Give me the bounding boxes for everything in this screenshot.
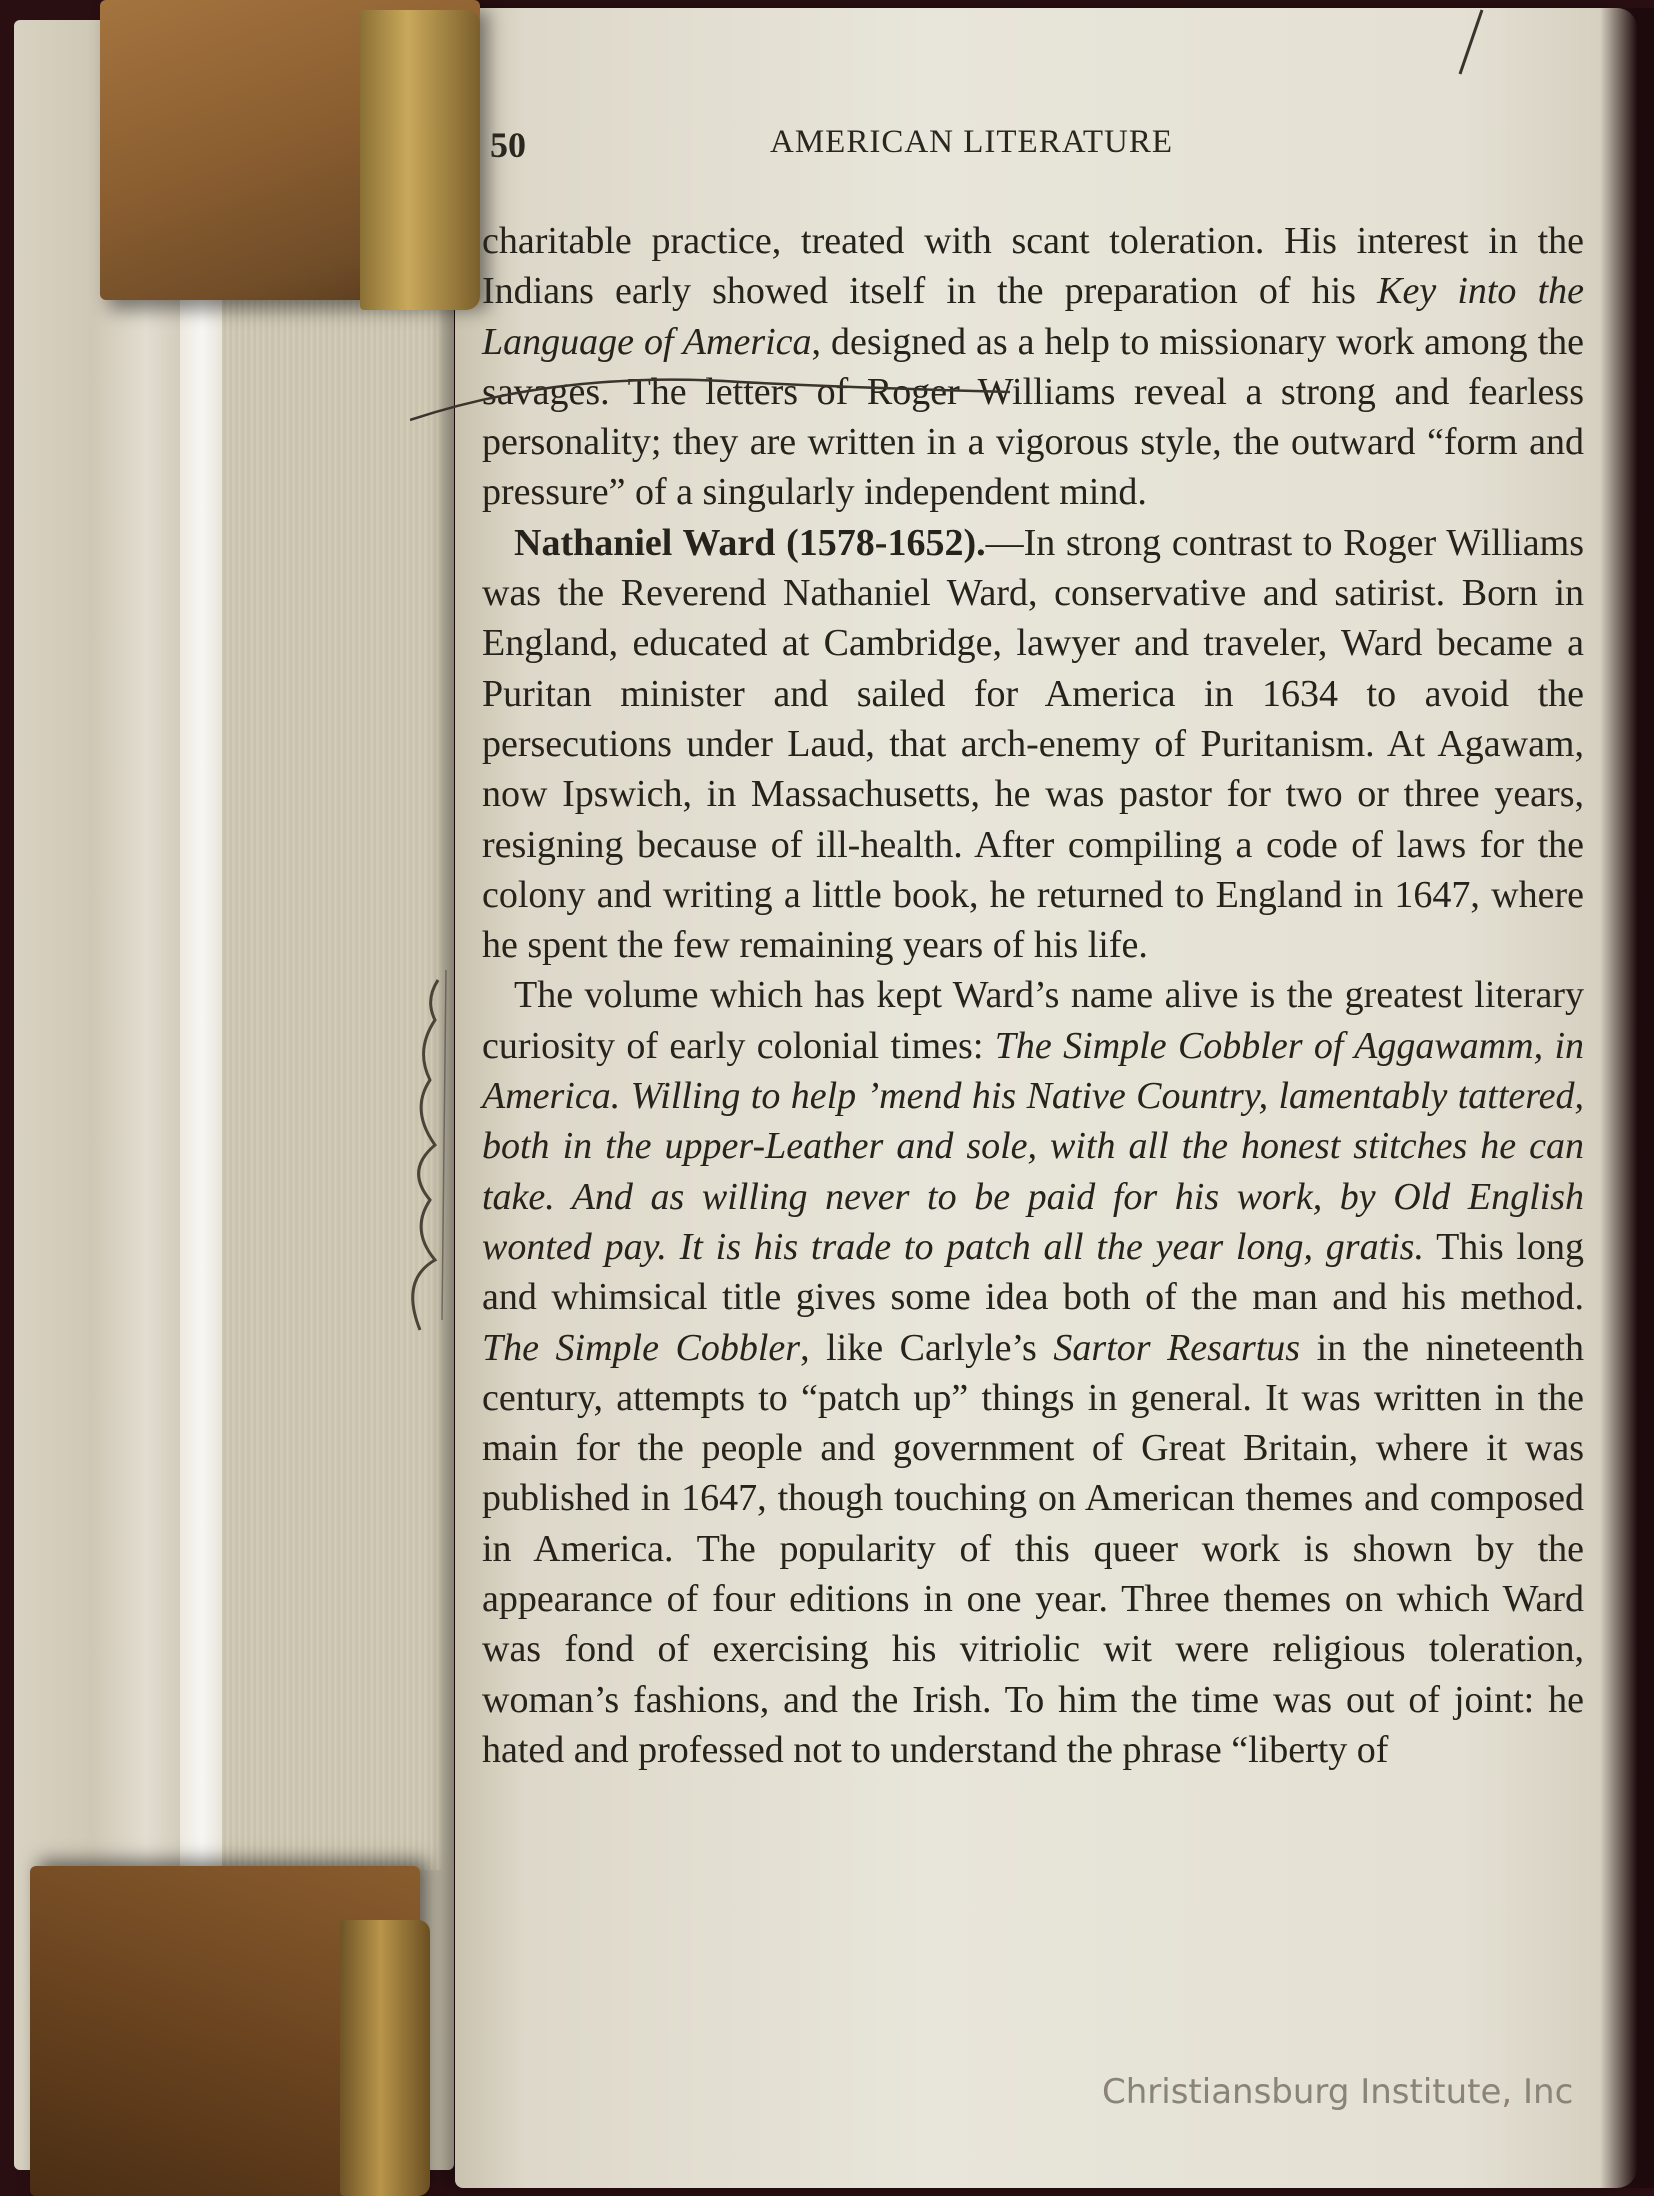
page-shadow — [1600, 8, 1654, 2188]
book-title: The Simple Cobbler — [482, 1326, 801, 1369]
page-number: 50 — [490, 125, 526, 165]
text-run: charitable practice, treated with scant toleration. His interest in the Indians early showed itself in the preparation of his — [482, 220, 1584, 313]
text-run: —In strong contrast to Roger Williams was the Reverend Nathaniel Ward, conservative and satirist. Born in England, educated at Cambridge, lawyer and traveler, Ward became a Puritan minister and sailed for America in 1634 to avoid the persecutions under Laud, that arch-enemy of Puritanism. At Agawam, now Ipswich, in Massachusetts, he was pastor for two or three years, resigning because of ill-health. After compiling a code of laws for the colony and writing a little book, he returned to England in 1647, where he spent the few remaining years of his life. — [482, 521, 1585, 967]
book-title: The Simple Cobbler of Aggawamm, in America. Willing to help ’mend his Native Country, lamentably tattered, both in the upper-Leather and sole, with all the honest stitches he can take. And as willing never to be paid for his work, by Old English wonted pay. It is his trade to patch all the year long, gratis. — [482, 1024, 1585, 1268]
pencil-underline-mark — [410, 360, 1030, 440]
section-heading: Nathaniel Ward (1578-1652). — [514, 521, 986, 564]
text-run: in the nineteenth century, attempts to “patch up” things in general. It was written in the main for the people and government of Great Britain, where it was published in 1647, though touching on American themes and composed in America. The popularity of this queer work is shown by the appearance of four editions in one year. Three themes on which Ward was fond of exercising his vitriolic wit were religious toleration, woman’s fashions, and the Irish. To him the time was out of joint: he hated and professed not to understand the phrase “liberty of — [482, 1326, 1584, 1771]
book-title: Key into the Language of America — [482, 270, 1584, 363]
page-clip-top-lip — [360, 10, 480, 310]
book-title: Sartor Resartus — [1053, 1326, 1301, 1369]
page-strip — [180, 270, 224, 1870]
handwritten-margin-note — [380, 960, 470, 1340]
text-run: This long and whimsical title gives some idea both of the man and his method. — [482, 1225, 1584, 1319]
watermark: Christiansburg Institute, Inc — [1102, 2072, 1574, 2112]
text-run: The volume which has kept Ward’s name alive is the greatest literary curiosity of early colonial times: — [482, 974, 1584, 1067]
text-run: , designed as a help to missionary work among the savages. The letters of Roger Williams reveal a strong and fearless personality; they are written in a vigorous style, the outward “form and pressure” of a singularly independent mind. — [482, 320, 1584, 514]
paragraph — [482, 970, 1584, 1775]
page-clip-bottom-lip — [340, 1920, 430, 2196]
text-run: , like Carlyle’s — [800, 1326, 1054, 1369]
pencil-tick-mark — [1452, 8, 1492, 78]
body-text — [482, 216, 1584, 1775]
running-head: AMERICAN LITERATURE — [770, 124, 1174, 160]
paragraph — [482, 518, 1584, 971]
